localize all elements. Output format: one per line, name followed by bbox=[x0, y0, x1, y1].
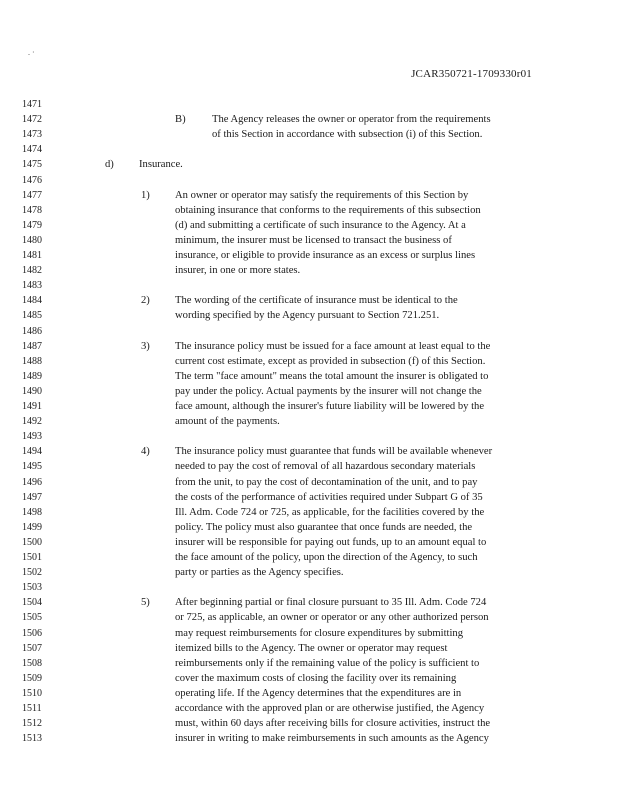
list-marker: 1) bbox=[141, 189, 150, 201]
scan-specks: . · bbox=[28, 48, 35, 57]
list-marker: 5) bbox=[141, 597, 150, 609]
list-marker: 3) bbox=[141, 340, 150, 352]
line-number: 1490 bbox=[22, 385, 42, 397]
line-text: party or parties as the Agency specifies. bbox=[175, 567, 344, 579]
line-number: 1504 bbox=[22, 597, 42, 609]
line-text: insurer, in one or more states. bbox=[175, 265, 301, 277]
line-number: 1475 bbox=[22, 159, 42, 171]
line-number: 1472 bbox=[22, 114, 42, 126]
line-number: 1512 bbox=[22, 718, 42, 730]
line-number: 1506 bbox=[22, 627, 42, 639]
line-number: 1485 bbox=[22, 310, 42, 322]
line-number: 1478 bbox=[22, 204, 42, 216]
line-number: 1501 bbox=[22, 552, 42, 563]
line-number: 1510 bbox=[22, 687, 42, 699]
line-text: accordance with the approved plan or are otherwise justified, the Agency bbox=[175, 703, 485, 714]
line-text: After beginning partial or final closure pursuant to 35 Ill. Adm. Code 724 bbox=[175, 597, 487, 609]
line-number: 1486 bbox=[22, 325, 42, 337]
line-number: 1513 bbox=[22, 733, 42, 745]
line-text: (d) and submitting a certificate of such insurance to the Agency. At a bbox=[175, 219, 466, 231]
line-number: 1497 bbox=[22, 491, 42, 503]
line-number: 1479 bbox=[22, 219, 42, 231]
list-marker: B) bbox=[175, 114, 186, 126]
line-number: 1509 bbox=[22, 672, 42, 684]
list-marker: d) bbox=[105, 159, 114, 171]
list-marker: 4) bbox=[141, 446, 150, 458]
line-text: wording specified by the Agency pursuant to Section 721.251. bbox=[175, 310, 440, 322]
line-text: amount of the payments. bbox=[175, 416, 280, 428]
list-marker: 2) bbox=[141, 295, 150, 307]
line-text: current cost estimate, except as provided in subsection (f) of this Section. bbox=[175, 355, 486, 367]
line-text: cover the maximum costs of closing the facility over its remaining bbox=[175, 672, 457, 684]
line-text: itemized bills to the Agency. The owner or operator may request bbox=[175, 642, 448, 654]
line-number: 1507 bbox=[22, 642, 42, 654]
line-number: 1487 bbox=[22, 340, 42, 352]
line-text: pay under the policy. Actual payments by the insurer will not change the bbox=[175, 385, 482, 397]
document-id: JCAR350721-1709330r01 bbox=[411, 68, 532, 80]
line-number: 1495 bbox=[22, 461, 42, 473]
line-text: minimum, the insurer must be licensed to transact the business of bbox=[175, 234, 452, 246]
line-number: 1494 bbox=[22, 446, 42, 458]
line-number: 1481 bbox=[22, 250, 42, 261]
line-number: 1503 bbox=[22, 582, 42, 594]
line-number: 1477 bbox=[22, 189, 42, 201]
line-number: 1500 bbox=[22, 536, 42, 548]
line-number: 1471 bbox=[22, 99, 42, 110]
line-text: needed to pay the cost of removal of all hazardous secondary materials bbox=[175, 461, 476, 473]
line-text: The term "face amount" means the total amount the insurer is obligated to bbox=[175, 370, 489, 382]
line-number: 1482 bbox=[22, 265, 42, 277]
line-number: 1480 bbox=[22, 234, 42, 246]
line-text: Ill. Adm. Code 724 or 725, as applicable, for the facilities covered by the bbox=[175, 506, 485, 518]
line-number: 1498 bbox=[22, 506, 42, 518]
line-number: 1488 bbox=[22, 355, 42, 367]
line-text: operating life. If the Agency determines that the expenditures are in bbox=[175, 687, 462, 699]
line-number: 1493 bbox=[22, 431, 42, 443]
line-text: from the unit, to pay the cost of decontamination of the unit, and to pay bbox=[175, 476, 478, 488]
line-number: 1508 bbox=[22, 657, 42, 669]
line-text: The insurance policy must guarantee that funds will be available whenever bbox=[175, 446, 493, 458]
line-number: 1489 bbox=[22, 370, 42, 382]
line-number: 1484 bbox=[22, 295, 42, 307]
line-text: insurer will be responsible for paying out funds, up to an amount equal to bbox=[175, 536, 487, 548]
line-text: insurance, or eligible to provide insurance as an excess or surplus lines bbox=[175, 250, 476, 261]
line-text: The wording of the certificate of insurance must be identical to the bbox=[175, 295, 458, 307]
line-text: obtaining insurance that conforms to the requirements of this subsection bbox=[175, 204, 481, 216]
line-number: 1473 bbox=[22, 129, 42, 141]
line-text: of this Section in accordance with subsection (i) of this Section. bbox=[212, 129, 483, 141]
line-number: 1499 bbox=[22, 521, 42, 533]
line-text: the face amount of the policy, upon the direction of the Agency, to such bbox=[175, 552, 478, 563]
line-number: 1505 bbox=[22, 612, 42, 624]
line-number: 1511 bbox=[22, 703, 42, 714]
line-text: must, within 60 days after receiving bills for closure activities, instruct the bbox=[175, 718, 491, 730]
line-text: reimbursements only if the remaining value of the policy is sufficient to bbox=[175, 657, 480, 669]
line-number: 1476 bbox=[22, 174, 42, 186]
line-text: The insurance policy must be issued for a face amount at least equal to the bbox=[175, 340, 491, 352]
line-text: An owner or operator may satisfy the requirements of this Section by bbox=[175, 189, 469, 201]
line-text: Insurance. bbox=[139, 159, 183, 171]
line-number: 1496 bbox=[22, 476, 42, 488]
line-number: 1492 bbox=[22, 416, 42, 428]
line-text: the costs of the performance of activities required under Subpart G of 35 bbox=[175, 491, 483, 503]
line-number: 1474 bbox=[22, 144, 42, 156]
line-text: face amount, although the insurer's future liability will be lowered by the bbox=[175, 401, 485, 412]
line-text: insurer in writing to make reimbursements in such amounts as the Agency bbox=[175, 733, 489, 745]
line-number: 1502 bbox=[22, 567, 42, 579]
line-text: policy. The policy must also guarantee that once funds are needed, the bbox=[175, 521, 473, 533]
line-text: The Agency releases the owner or operator from the requirements bbox=[212, 114, 491, 126]
line-number: 1483 bbox=[22, 280, 42, 292]
line-text: or 725, as applicable, an owner or operator or any other authorized person bbox=[175, 612, 489, 624]
line-number: 1491 bbox=[22, 401, 42, 412]
line-text: may request reimbursements for closure expenditures by submitting bbox=[175, 627, 464, 639]
